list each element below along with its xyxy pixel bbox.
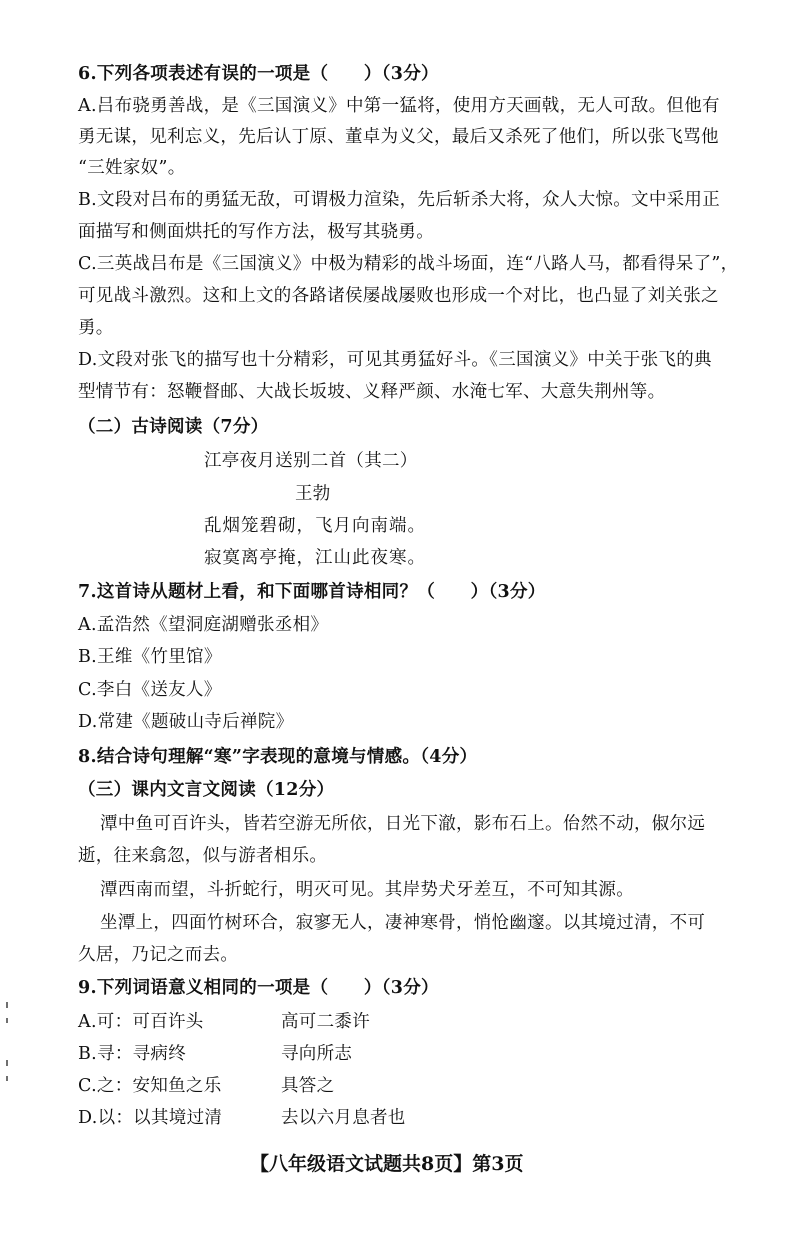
q9-option-c-right: 具答之 <box>281 1076 335 1096</box>
q9-option-c-left: C.之：安知鱼之乐 <box>78 1076 222 1096</box>
passage-p2: 潭西南而望，斗折蛇行，明灭可见。其岸势犬牙差互，不可知其源。 <box>100 880 634 900</box>
q9-option-a-right: 高可二黍许 <box>281 1012 370 1032</box>
poem-title: 江亭夜月送别二首（其二） <box>204 451 418 471</box>
q6-stem: 6.下列各项表述有误的一项是（ ）（3分） <box>78 64 439 84</box>
q9-option-a-left: A.可：可百许头 <box>78 1012 204 1032</box>
scan-edge-mark <box>6 1076 8 1081</box>
scan-edge-mark <box>6 1060 8 1066</box>
poem-author: 王勃 <box>295 484 331 504</box>
passage-p3-line1: 坐潭上，四面竹树环合，寂寥无人，凄神寒骨，悄怆幽邃。以其境过清，不可 <box>100 913 706 933</box>
q9-stem: 9.下列词语意义相同的一项是（ ）（3分） <box>78 978 439 998</box>
q6-option-a-line1: A.吕布骁勇善战，是《三国演义》中第一猛将，使用方天画戟，无人可敌。但他有 <box>78 96 720 116</box>
q6-option-b-line1: B.文段对吕布的勇猛无敌，可谓极力渲染，先后斩杀大将，众人大惊。文中采用正 <box>78 190 721 210</box>
scan-edge-mark <box>6 1002 8 1008</box>
passage-p1-line1: 潭中鱼可百许头，皆若空游无所依，日光下澈，影布石上。佁然不动，俶尔远 <box>100 814 706 834</box>
poem-line-1: 乱烟笼碧砌，飞月向南端。 <box>204 516 426 536</box>
q6-option-a-line2: 勇无谋，见利忘义，先后认丁原、董卓为义父，最后又杀死了他们，所以张飞骂他 <box>78 127 719 147</box>
q8-stem: 8.结合诗句理解“寒”字表现的意境与情感。（4分） <box>78 747 478 767</box>
q9-option-d-left: D.以：以其境过清 <box>78 1108 223 1128</box>
q7-stem: 7.这首诗从题材上看，和下面哪首诗相同？（ ）（3分） <box>78 582 546 602</box>
q6-option-c-line2: 可见战斗激烈。这和上文的各路诸侯屡战屡败也形成一个对比，也凸显了刘关张之 <box>78 286 719 306</box>
passage-p3-line2: 久居，乃记之而去。 <box>78 945 239 965</box>
q7-option-b: B.王维《竹里馆》 <box>78 647 222 667</box>
q9-option-b-left: B.寻：寻病终 <box>78 1044 187 1064</box>
q6-option-d-line2: 型情节有：怒鞭督邮、大战长坂坡、义释严颜、水淹七军、大意失荆州等。 <box>78 382 666 402</box>
section-2-heading: （二）古诗阅读（7分） <box>78 417 269 437</box>
scan-edge-mark <box>6 1018 8 1023</box>
page-footer: 【八年级语文试题共8页】第3页 <box>250 1153 524 1175</box>
q6-option-b-line2: 面描写和侧面烘托的写作方法，极写其骁勇。 <box>78 222 434 242</box>
poem-line-2: 寂寞离亭掩，江山此夜寒。 <box>204 548 426 568</box>
q6-option-a-line3: “三姓家奴”。 <box>78 158 186 178</box>
q7-option-c: C.李白《送友人》 <box>78 680 222 700</box>
q6-option-c-line3: 勇。 <box>78 318 114 338</box>
q9-option-b-right: 寻向所志 <box>281 1044 353 1064</box>
section-3-heading: （三）课内文言文阅读（12分） <box>78 780 335 800</box>
q7-option-d: D.常建《题破山寺后禅院》 <box>78 712 294 732</box>
q6-option-c-line1: C.三英战吕布是《三国演义》中极为精彩的战斗场面，连“八路人马，都看得呆了”， <box>78 254 739 274</box>
q6-option-d-line1: D.文段对张飞的描写也十分精彩，可见其勇猛好斗。《三国演义》中关于张飞的典 <box>78 350 712 370</box>
passage-p1-line2: 逝，往来翕忽，似与游者相乐。 <box>78 846 328 866</box>
q7-option-a: A.孟浩然《望洞庭湖赠张丞相》 <box>78 615 329 635</box>
q9-option-d-right: 去以六月息者也 <box>281 1108 406 1128</box>
